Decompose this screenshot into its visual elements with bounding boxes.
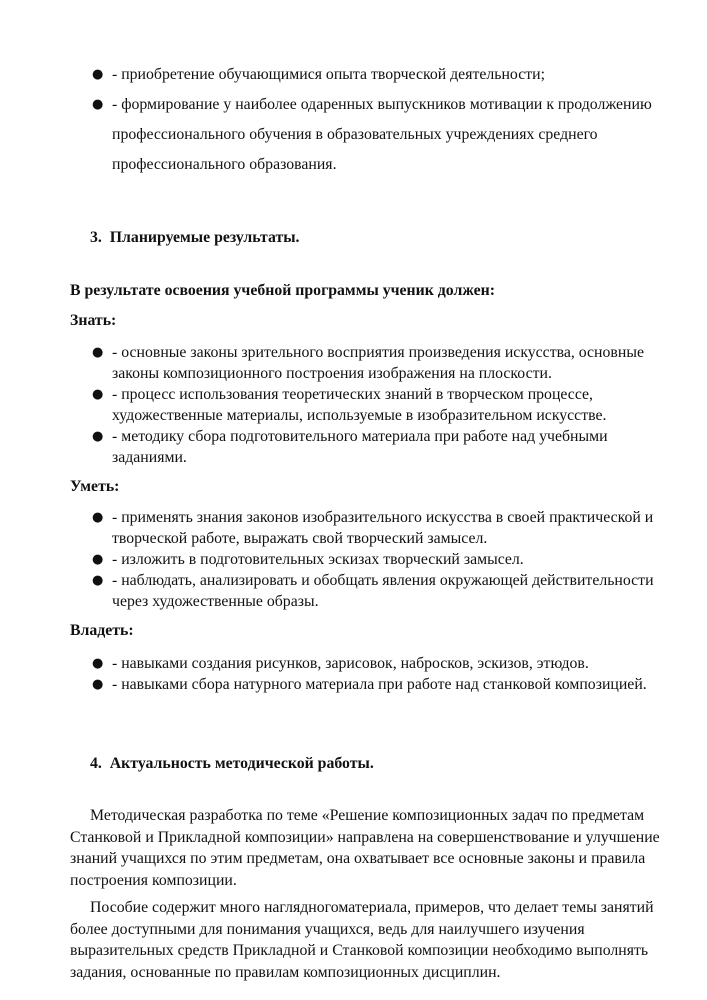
bullet-icon: ●: [92, 656, 104, 671]
section-3-heading: [90, 229, 300, 247]
bullet-icon: ●: [92, 97, 104, 112]
list-item: ● - навыками создания рисунков, зарисовок, набросков, эскизов, этюдов.: [92, 655, 589, 672]
list-item: ● - изложить в подготовительных эскизах творческий замысел.: [92, 551, 524, 568]
know-list: [0, 342, 682, 468]
bullet-icon: ●: [92, 573, 104, 588]
section-4-paragraph-2: Пособие содержит много наглядногоматериала, примеров, что делает темы занятий более доступными для понимания учащихся, ведь для наилучшего изучения выразительных средств Прикладной и Станковой композиции необходимо выполнять задания, основанные по правилам композиционных дисциплин.: [70, 899, 654, 981]
own-label: Владеть:: [70, 622, 134, 639]
bullet-icon: ●: [92, 510, 104, 525]
can-list: [0, 507, 682, 612]
bullet-icon: ●: [92, 345, 104, 360]
section-4-paragraph-1: Методическая разработка по теме «Решение композиционных задач по предметам Станковой и Прикладной композиции» направлена на совершенствование и улучшение знаний учащихся по этим предметам, она охватывает все основные законы и правила построения композиции.: [70, 807, 660, 889]
section-title: Планируемые результаты.: [109, 229, 300, 246]
list-item: ● - основные законы зрительного восприятия произведения искусства, основные законы композиционного построения изображения на плоскости.: [92, 344, 644, 382]
section-number: 3.: [90, 229, 102, 246]
list-item: ● - наблюдать, анализировать и обобщать явления окружающей действительности через художественные образы.: [92, 572, 654, 610]
bullet-icon: ●: [92, 429, 104, 444]
list-item: ● - процесс использования теоретических знаний в творческом процессе, художественные материалы, используемые в изобразительном искусстве.: [92, 386, 607, 424]
intro-list: [0, 60, 682, 180]
section-number: 4.: [90, 755, 102, 772]
section-4-heading: [90, 755, 374, 773]
bullet-icon: ●: [92, 677, 104, 692]
list-item: ● - применять знания законов изобразительного искусства в своей практической и творческой работе, выражать свой творческий замысел.: [92, 509, 654, 547]
list-item: ● - навыками сбора натурного материала при работе над станковой композицией.: [92, 676, 647, 693]
know-label: Знать:: [70, 312, 117, 329]
list-item: ● - приобретение обучающимися опыта творческой деятельности;: [0, 60, 682, 90]
list-item: ● - формирование у наиболее одаренных выпускников мотивации к продолжению профессионального обучения в образовательных учреждениях среднего профессионального образования.: [0, 90, 682, 180]
can-label: Уметь:: [70, 478, 120, 495]
bullet-icon: ●: [92, 552, 104, 567]
list-item: ● - методику сбора подготовительного материала при работе над учебными заданиями.: [92, 428, 608, 466]
section-title: Актуальность методической работы.: [109, 755, 374, 772]
own-list: [0, 653, 682, 695]
bullet-icon: ●: [92, 387, 104, 402]
section-3-lead: В результате освоения учебной программы ученик должен:: [70, 282, 495, 299]
bullet-icon: ●: [92, 67, 104, 82]
